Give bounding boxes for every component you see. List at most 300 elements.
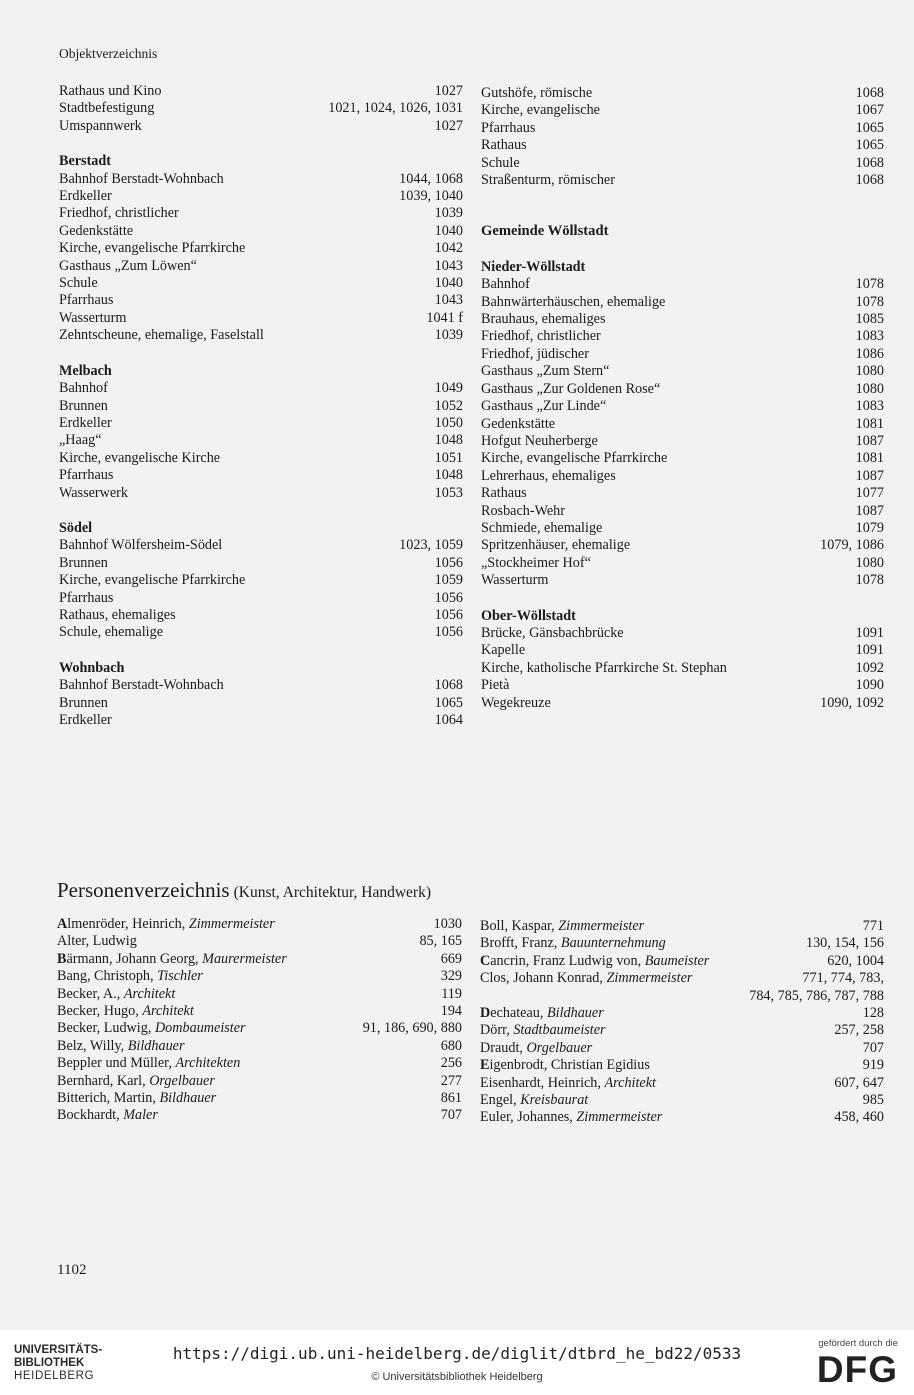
person-entry-continuation (480, 988, 884, 1005)
index-entry (481, 625, 884, 642)
entry-pages: 1042 (434, 240, 463, 257)
index-entry (59, 327, 463, 344)
entry-pages: 1080 (855, 363, 884, 380)
person-entry (480, 1075, 884, 1092)
funding-note: gefördert durch die (818, 1338, 898, 1349)
index-entry (59, 171, 463, 188)
entry-pages: 1059 (434, 572, 463, 589)
entry-name: Friedhof, jüdischer (481, 345, 589, 362)
index-column-left (59, 83, 463, 729)
index-entry (59, 695, 463, 712)
entry-pages: 1039, 1040 (399, 188, 463, 205)
person-entry (57, 1003, 462, 1020)
entry-pages: 1049 (434, 380, 463, 397)
person-initial: E (480, 1057, 490, 1074)
person-role: Bildhauer (159, 1090, 217, 1107)
person-name-text: Bernhard, Karl, (57, 1072, 146, 1089)
entry-pages: 1087 (855, 432, 884, 449)
entry-pages: 1083 (855, 328, 884, 345)
entry-name: Pfarrhaus (59, 292, 114, 309)
person-name (57, 951, 287, 968)
personen-column-right (480, 918, 884, 1127)
index-entry (481, 172, 884, 189)
entry-pages: 1080 (855, 554, 884, 571)
entry-name: Gasthaus „Zur Goldenen Rose“ (481, 380, 661, 397)
person-role: Bauunternehmung (560, 935, 666, 952)
entry-name: Erdkeller (59, 188, 112, 205)
person-name-text: Belz, Willy, (57, 1037, 125, 1054)
person-name-text: Engel, (480, 1092, 517, 1109)
person-name (480, 935, 666, 952)
entry-pages: 1083 (855, 398, 884, 415)
person-entry (57, 1073, 462, 1090)
index-entry (481, 537, 884, 554)
index-entry (59, 398, 463, 415)
person-pages: 119 (441, 985, 462, 1002)
index-entry (59, 712, 463, 729)
section-heading: Nieder-Wöllstadt (481, 258, 586, 275)
copyright-notice: © Universitätsbibliothek Heidelberg (371, 1371, 543, 1383)
index-entry (481, 660, 884, 677)
person-entry (480, 1040, 884, 1057)
entry-pages: 1080 (855, 380, 884, 397)
entry-name: Rathaus und Kino (59, 83, 162, 99)
index-entry (59, 432, 463, 449)
person-initial: D (480, 1005, 491, 1022)
entry-pages: 1090, 1092 (820, 694, 884, 711)
person-name (57, 986, 175, 1003)
index-entry (59, 380, 463, 397)
entry-pages: 1021, 1024, 1026, 1031 (328, 100, 463, 117)
person-initial: B (57, 950, 67, 967)
entry-name: Gasthaus „Zum Stern“ (481, 363, 610, 380)
person-role: Tischler (157, 968, 203, 985)
person-entry (480, 935, 884, 952)
person-role: Bildhauer (546, 1005, 604, 1022)
logo-line-2: BIBLIOTHEK (14, 1357, 85, 1369)
permalink-url[interactable]: https://digi.ub.uni-heidelberg.de/diglit/dtbrd_he_bd22/0533 (172, 1344, 742, 1363)
person-name-text: Becker, Ludwig, (57, 1020, 152, 1037)
index-entry (481, 102, 884, 119)
person-pages: 256 (440, 1055, 462, 1072)
entry-pages: 1027 (434, 83, 463, 99)
index-entry (481, 695, 884, 712)
entry-name: Brunnen (59, 554, 108, 571)
entry-pages: 1044, 1068 (399, 170, 463, 187)
person-pages: 277 (440, 1072, 462, 1089)
index-entry (481, 642, 884, 659)
entry-pages: 1085 (855, 311, 884, 328)
index-entry (59, 205, 463, 222)
entry-pages: 1068 (434, 677, 463, 694)
entry-pages: 1086 (855, 345, 884, 362)
entry-name: Kirche, evangelische (481, 102, 600, 119)
person-pages: 458, 460 (834, 1109, 884, 1126)
person-entry (480, 970, 884, 987)
person-entry (480, 1057, 884, 1074)
entry-pages: 1043 (434, 292, 463, 309)
person-pages: 707 (862, 1039, 884, 1056)
entry-name: Rathaus (481, 137, 527, 154)
entry-pages: 1078 (855, 276, 884, 293)
index-entry (59, 607, 463, 624)
person-role: Zimmermeister (188, 916, 275, 932)
entry-pages: 1050 (434, 414, 463, 431)
entry-pages: 1023, 1059 (399, 537, 463, 554)
index-entry (59, 624, 463, 641)
person-role: Maurermeister (202, 950, 287, 967)
person-name (57, 1055, 240, 1072)
index-entry (59, 292, 463, 309)
entry-name: Wasserturm (481, 572, 549, 589)
person-pages: 680 (440, 1037, 462, 1054)
person-name-text: Draudt, (480, 1039, 523, 1056)
personen-column-left (57, 916, 462, 1125)
section-heading: Melbach (59, 362, 112, 379)
person-name-text: Becker, A., (57, 985, 121, 1002)
entry-name: Lehrerhaus, ehemaliges (481, 467, 616, 484)
index-entry (59, 310, 463, 327)
person-entry (57, 986, 462, 1003)
viewer-footer (0, 1330, 914, 1395)
index-entry (481, 555, 884, 572)
person-name (480, 1109, 662, 1126)
entry-name: Bahnhof (59, 380, 108, 397)
person-name-text: ärmann, Johann Georg, (66, 950, 199, 967)
index-entry (59, 450, 463, 467)
person-role: Zimmermeister (576, 1109, 663, 1126)
person-entry (57, 933, 462, 950)
index-entry (59, 275, 463, 292)
person-name-text: Dörr, (480, 1022, 510, 1039)
entry-name: Stadtbefestigung (59, 100, 155, 117)
index-entry (59, 555, 463, 572)
entry-pages: 1051 (434, 449, 463, 466)
entry-pages: 1090 (855, 677, 884, 694)
entry-pages: 1091 (855, 642, 884, 659)
entry-pages: 1040 (434, 275, 463, 292)
logo-line-1: UNIVERSITÄTS- (14, 1344, 103, 1356)
index-entry (481, 85, 884, 102)
running-head: Objektverzeichnis (59, 46, 158, 61)
entry-name: Pfarrhaus (481, 119, 536, 136)
entry-pages: 1052 (434, 397, 463, 414)
person-role: Zimmermeister (606, 970, 693, 987)
person-name (57, 1073, 215, 1090)
person-pages: 257, 258 (834, 1022, 884, 1039)
entry-pages: 1048 (434, 467, 463, 484)
person-entry (57, 1038, 462, 1055)
person-name (57, 1090, 216, 1107)
person-role: Baumeister (644, 952, 710, 969)
entry-name: Pfarrhaus (59, 589, 114, 606)
entry-name: Bahnwärterhäuschen, ehemalige (481, 293, 666, 310)
entry-name: Umspannwerk (59, 117, 142, 134)
entry-name: Bahnhof Berstadt-Wohnbach (59, 170, 224, 187)
person-name-text: lmenröder, Heinrich, (67, 916, 186, 932)
person-pages: 919 (862, 1057, 884, 1074)
personen-subtitle: (Kunst, Architektur, Handwerk) (233, 884, 431, 901)
entry-pages: 1079, 1086 (820, 537, 884, 554)
entry-pages: 1039 (434, 205, 463, 222)
entry-name: Kirche, evangelische Pfarrkirche (59, 240, 246, 257)
person-role: Stadtbaumeister (513, 1022, 606, 1039)
entry-name: Wegekreuze (481, 694, 551, 711)
person-entry (57, 968, 462, 985)
entry-pages: 1068 (855, 154, 884, 171)
entry-pages: 1041 f (426, 309, 463, 326)
entry-name: Kirche, evangelische Kirche (59, 449, 221, 466)
person-role: Orgelbauer (149, 1072, 215, 1089)
entry-name: „Stockheimer Hof“ (481, 554, 591, 571)
person-pages: 607, 647 (834, 1074, 884, 1091)
index-entry (481, 485, 884, 502)
entry-name: Brunnen (59, 694, 108, 711)
gemeinde-heading: Gemeinde Wöllstadt (481, 223, 609, 240)
person-entry (57, 916, 462, 933)
entry-name: Rathaus, ehemaliges (59, 606, 176, 623)
entry-name: Pietà (481, 677, 510, 694)
person-name-text: echateau, (490, 1005, 544, 1022)
entry-pages: 1064 (434, 712, 463, 728)
person-name (57, 1020, 246, 1037)
entry-pages: 1077 (855, 485, 884, 502)
person-name (480, 1092, 588, 1109)
entry-pages: 1056 (434, 606, 463, 623)
entry-name: Friedhof, christlicher (59, 205, 179, 222)
entry-name: Straßenturm, römischer (481, 172, 615, 189)
person-entry (480, 1022, 884, 1039)
person-pages: 128 (862, 1005, 884, 1022)
person-role: Orgelbauer (526, 1039, 593, 1056)
entry-pages: 1068 (855, 85, 884, 101)
dfg-logo[interactable]: DFG (816, 1349, 898, 1390)
index-entry (59, 572, 463, 589)
person-role: Kreisbaurat (520, 1092, 589, 1109)
person-pages: 861 (440, 1090, 462, 1107)
entry-pages: 1043 (434, 257, 463, 274)
index-entry (481, 155, 884, 172)
entry-name: Schule (481, 154, 520, 171)
entry-pages: 1053 (434, 484, 463, 501)
entry-name: Hofgut Neuherberge (481, 432, 598, 449)
person-entry (57, 1107, 462, 1124)
person-role: Architekt (604, 1074, 656, 1091)
person-name-text: Euler, Johannes, (480, 1109, 573, 1126)
entry-name: Schule (59, 275, 98, 292)
person-pages: 85, 165 (419, 933, 462, 950)
index-entry (59, 485, 463, 502)
person-pages: 1030 (433, 916, 462, 932)
person-pages: 771 (862, 918, 884, 934)
section-heading: Berstadt (59, 153, 112, 170)
index-entry (59, 83, 463, 100)
person-name (57, 916, 275, 933)
person-pages: 329 (440, 968, 462, 985)
entry-name: Brücke, Gänsbachbrücke (481, 624, 624, 641)
entry-pages: 1079 (855, 519, 884, 536)
entry-name: Friedhof, christlicher (481, 328, 601, 345)
entry-name: Erdkeller (59, 414, 112, 431)
person-role: Architekt (142, 1003, 194, 1020)
entry-pages: 1091 (855, 624, 884, 641)
entry-pages: 1067 (855, 102, 884, 119)
index-column-right (481, 85, 884, 712)
person-entry (480, 953, 884, 970)
person-role: Architekt (123, 985, 176, 1002)
person-pages: 620, 1004 (827, 952, 884, 969)
entry-name: Spritzenhäuser, ehemalige (481, 537, 631, 554)
person-name (480, 1040, 592, 1057)
person-name-text: Boll, Kaspar, (480, 918, 555, 934)
entry-name: Brauhaus, ehemaliges (481, 311, 606, 328)
person-pages: 771, 774, 783, (802, 970, 884, 987)
index-entry (481, 416, 884, 433)
section-heading: Södel (59, 519, 93, 536)
index-entry (59, 240, 463, 257)
person-entry (57, 1055, 462, 1072)
person-entry (480, 1109, 884, 1126)
index-entry (59, 223, 463, 240)
entry-name: Wasserturm (59, 309, 127, 326)
index-entry (481, 503, 884, 520)
entry-name: Brunnen (59, 397, 108, 414)
section-heading: Ober-Wöllstadt (481, 607, 576, 624)
entry-name: Rosbach-Wehr (481, 502, 565, 519)
person-name (480, 953, 709, 970)
entry-name: Kirche, evangelische Pfarrkirche (59, 572, 246, 589)
person-name (480, 1057, 650, 1074)
entry-pages: 1039 (434, 327, 463, 344)
entry-pages: 1065 (855, 137, 884, 154)
person-role: Dombaumeister (154, 1020, 246, 1037)
index-entry (59, 467, 463, 484)
entry-name: Gedenkstätte (481, 415, 556, 432)
entry-pages: 1027 (434, 117, 463, 134)
person-pages: 707 (440, 1107, 462, 1124)
index-entry (481, 520, 884, 537)
index-entry (481, 398, 884, 415)
entry-name: Schmiede, ehemalige (481, 519, 603, 536)
entry-name: Kirche, evangelische Pfarrkirche (481, 450, 668, 467)
entry-name: Schule, ehemalige (59, 624, 164, 641)
entry-name: Gutshöfe, römische (481, 85, 593, 101)
index-entry (481, 450, 884, 467)
entry-name: Bahnhof (481, 276, 530, 293)
entry-name: „Haag“ (59, 432, 102, 449)
index-entry (59, 677, 463, 694)
personen-title (57, 878, 431, 903)
section-heading: Wohnbach (59, 659, 125, 676)
person-name (57, 1003, 194, 1020)
entry-pages: 1087 (855, 467, 884, 484)
index-entry (481, 276, 884, 293)
logo-line-3: HEIDELBERG (14, 1370, 95, 1382)
index-entry (59, 100, 463, 117)
entry-pages: 1056 (434, 589, 463, 606)
entry-name: Gedenkstätte (59, 222, 134, 239)
person-pages: 194 (440, 1003, 462, 1020)
person-role: Zimmermeister (558, 918, 645, 934)
entry-name: Zehntscheune, ehemalige, Faselstall (59, 327, 264, 344)
person-name (57, 1107, 158, 1124)
entry-pages: 1056 (434, 624, 463, 641)
entry-name: Pfarrhaus (59, 467, 114, 484)
person-role: Maler (123, 1107, 158, 1124)
person-entry (480, 918, 884, 935)
person-name (480, 1022, 606, 1039)
personen-heading: Personenverzeichnis (57, 878, 230, 902)
index-entry (481, 381, 884, 398)
entry-pages: 1081 (855, 450, 884, 467)
index-entry (59, 118, 463, 135)
entry-pages: 1078 (855, 293, 884, 310)
entry-name: Kirche, katholische Pfarrkirche St. Stephan (481, 659, 727, 676)
person-entry (480, 1092, 884, 1109)
entry-pages: 1081 (855, 415, 884, 432)
person-name (57, 1038, 185, 1055)
index-entry (481, 346, 884, 363)
person-name (57, 933, 137, 950)
entry-name: Rathaus (481, 485, 527, 502)
person-name (480, 918, 644, 935)
person-entry (57, 1020, 462, 1037)
index-entry (481, 311, 884, 328)
index-entry (481, 363, 884, 380)
entry-name: Bahnhof Berstadt-Wohnbach (59, 677, 224, 694)
index-entry (481, 572, 884, 589)
person-name-text: ancrin, Franz Ludwig von, (490, 952, 642, 969)
person-pages: 985 (862, 1092, 884, 1109)
person-name-text: Bang, Christoph, (57, 968, 154, 985)
person-initial: C (480, 952, 491, 969)
entry-pages: 1092 (855, 659, 884, 676)
entry-pages: 1078 (855, 572, 884, 589)
person-role: Bildhauer (127, 1037, 185, 1054)
person-name (57, 968, 203, 985)
entry-pages: 1056 (434, 554, 463, 571)
person-name (480, 1005, 604, 1022)
entry-name: Gasthaus „Zum Löwen“ (59, 257, 197, 274)
index-entry (59, 590, 463, 607)
person-pages: 130, 154, 156 (805, 935, 884, 952)
person-name-text: Beppler und Müller, (57, 1055, 172, 1072)
person-name-text: Alter, Ludwig (57, 933, 137, 950)
person-pages: 91, 186, 690, 880 (362, 1020, 462, 1037)
index-entry (59, 188, 463, 205)
index-entry (481, 294, 884, 311)
index-entry (59, 537, 463, 554)
entry-pages: 1068 (855, 172, 884, 189)
person-name-text: igenbrodt, Christian Egidius (489, 1057, 650, 1074)
index-entry (481, 468, 884, 485)
person-entry (57, 1090, 462, 1107)
index-entry (481, 120, 884, 137)
person-name-text: Clos, Johann Konrad, (480, 970, 603, 987)
index-entry (59, 258, 463, 275)
index-entry (481, 328, 884, 345)
person-name-text: Bockhardt, (57, 1107, 120, 1124)
person-name-text: Eisenhardt, Heinrich, (480, 1074, 601, 1091)
index-entry (59, 415, 463, 432)
entry-name: Wasserwerk (59, 484, 128, 501)
person-name-text: Bitterich, Martin, (57, 1090, 156, 1107)
entry-pages: 1065 (855, 119, 884, 136)
person-name (480, 970, 692, 987)
person-name-text: Brofft, Franz, (480, 935, 558, 952)
entry-name: Gasthaus „Zur Linde“ (481, 398, 607, 415)
person-pages: 669 (440, 950, 462, 967)
